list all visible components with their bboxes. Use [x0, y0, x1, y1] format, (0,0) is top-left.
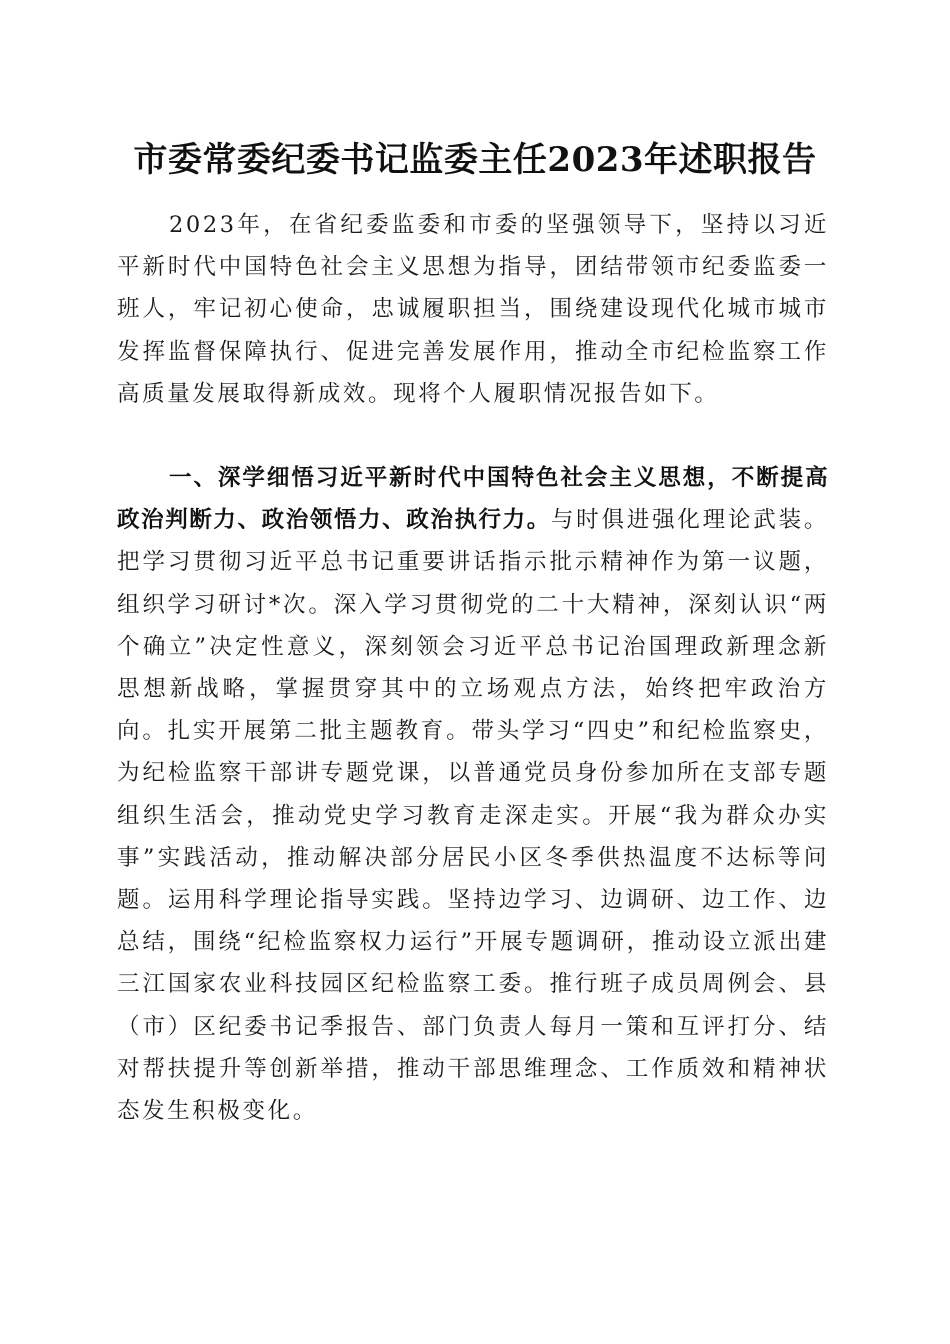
intro-paragraph: 2023年，在省纪委监委和市委的坚强领导下，坚持以习近平新时代中国特色社会主义思想为指导，团结带领市纪委监委一班人，牢记初心使命，忠诚履职担当，围绕建设现代化城市城市发挥监督保障执行、促进完善发展作用，推动全市纪检监察工作高质量发展取得新成效。现将个人履职情况报告如下。 — [117, 212, 829, 407]
section-one-body: 与时俱进强化理论武装。把学习贯彻习近平总书记重要讲话指示批示精神作为第一议题，组织学习研讨*次。深入学习贯彻党的二十大精神，深刻认识“两个确立”决定性意义，深刻领会习近平总书记治国理政新理念新思想新战略，掌握贯穿其中的立场观点方法，始终把牢政治方向。扎实开展第二批主题教育。带头学习“四史”和纪检监察史，为纪检监察干部讲专题党课，以普通党员身份参加所在支部专题组织生活会，推动党史学习教育走深走实。开展“我为群众办实事”实践活动，推动解决部分居民小区冬季供热温度不达标等问题。运用科学理论指导实践。坚持边学习、边调研、边工作、边总结，围绕“纪检监察权力运行”开展专题调研，推动设立派出建三江国家农业科技园区纪检监察工委。推行班子成员周例会、县（市）区纪委书记季报告、部门负责人每月一策和互评打分、结对帮扶提升等创新举措，推动干部思维理念、工作质效和精神状态发生积极变化。 — [117, 507, 829, 1125]
document-title: 市委常委纪委书记监委主任2023年述职报告 — [133, 140, 817, 180]
section-one-paragraph — [117, 457, 829, 1132]
section-one-heading: 一、深学细悟习近平新时代中国特色社会主义思想，不断提高政治判断力、政治领悟力、政治执行力。 — [117, 465, 829, 534]
